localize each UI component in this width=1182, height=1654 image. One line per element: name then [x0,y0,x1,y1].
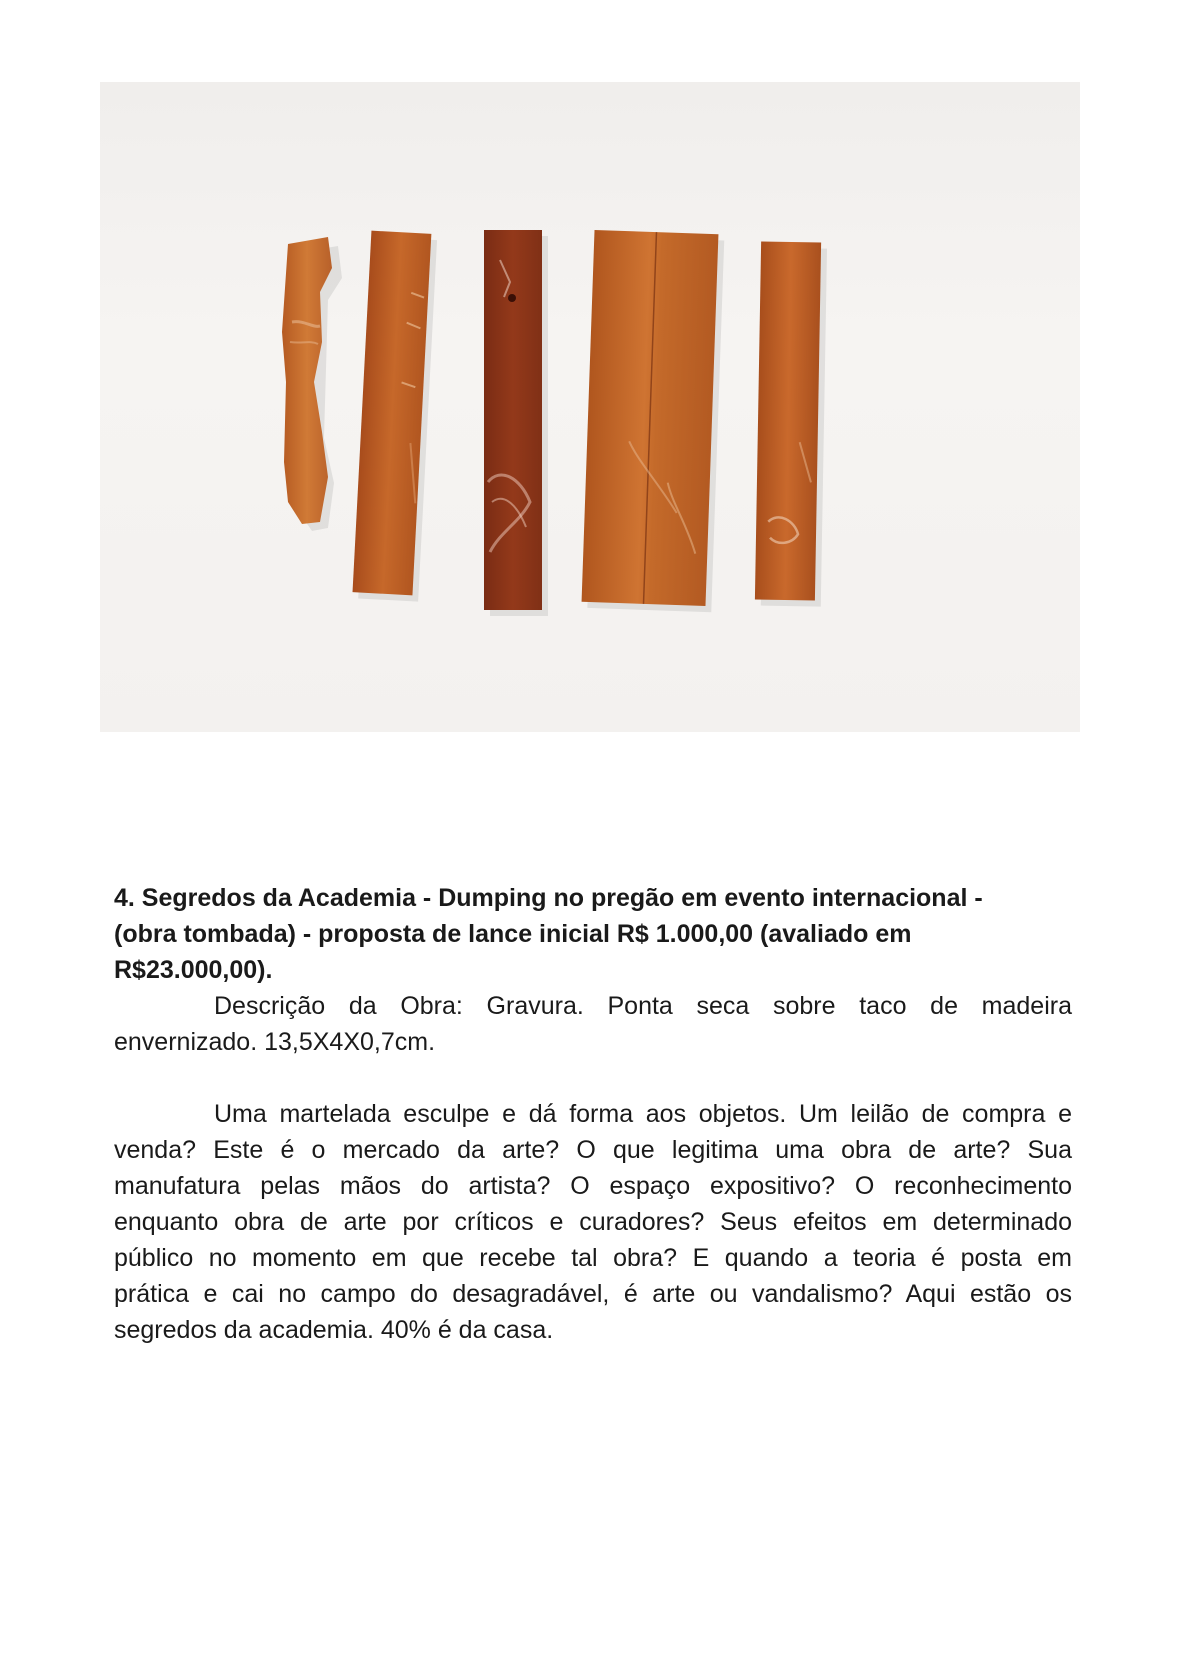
description-line-1: Descrição da Obra: Gravura. Ponta seca sobre taco de madeira [214,992,1072,1020]
artwork-description [114,988,1072,1060]
title-line-1: 4. Segredos da Academia - Dumping no pregão em evento internacional - [114,884,983,912]
wood-piece-4 [582,230,719,606]
wood-pieces-illustration [100,82,1080,732]
body-line-5: público no momento em que recebe tal obra? E quando a teoria é posta em [114,1244,1072,1272]
title-line-3: R$23.000,00). [114,956,273,984]
artwork-photo [100,82,1080,732]
body-line-1: Uma martelada esculpe e dá forma aos objetos. Um leilão de compra e [214,1100,1072,1128]
title-line-2: (obra tombada) - proposta de lance inicial R$ 1.000,00 (avaliado em [114,920,912,948]
body-line-7: segredos da academia. 40% é da casa. [114,1316,554,1344]
artwork-title [114,880,1072,988]
artwork-entry [114,880,1072,1348]
body-line-4: enquanto obra de arte por críticos e curadores? Seus efeitos em determinado [114,1208,1072,1236]
paragraph-gap [114,1060,1072,1096]
body-line-6: prática e cai no campo do desagradável, é arte ou vandalismo? Aqui estão os [114,1280,1072,1308]
body-line-2: venda? Este é o mercado da arte? O que legitima uma obra de arte? Sua [114,1136,1072,1164]
artwork-statement [114,1096,1072,1348]
wood-piece-3 [484,230,542,610]
wood-piece-5 [755,242,821,601]
description-line-2: envernizado. 13,5X4X0,7cm. [114,1028,436,1056]
body-line-3: manufatura pelas mãos do artista? O espaço expositivo? O reconhecimento [114,1172,1072,1200]
